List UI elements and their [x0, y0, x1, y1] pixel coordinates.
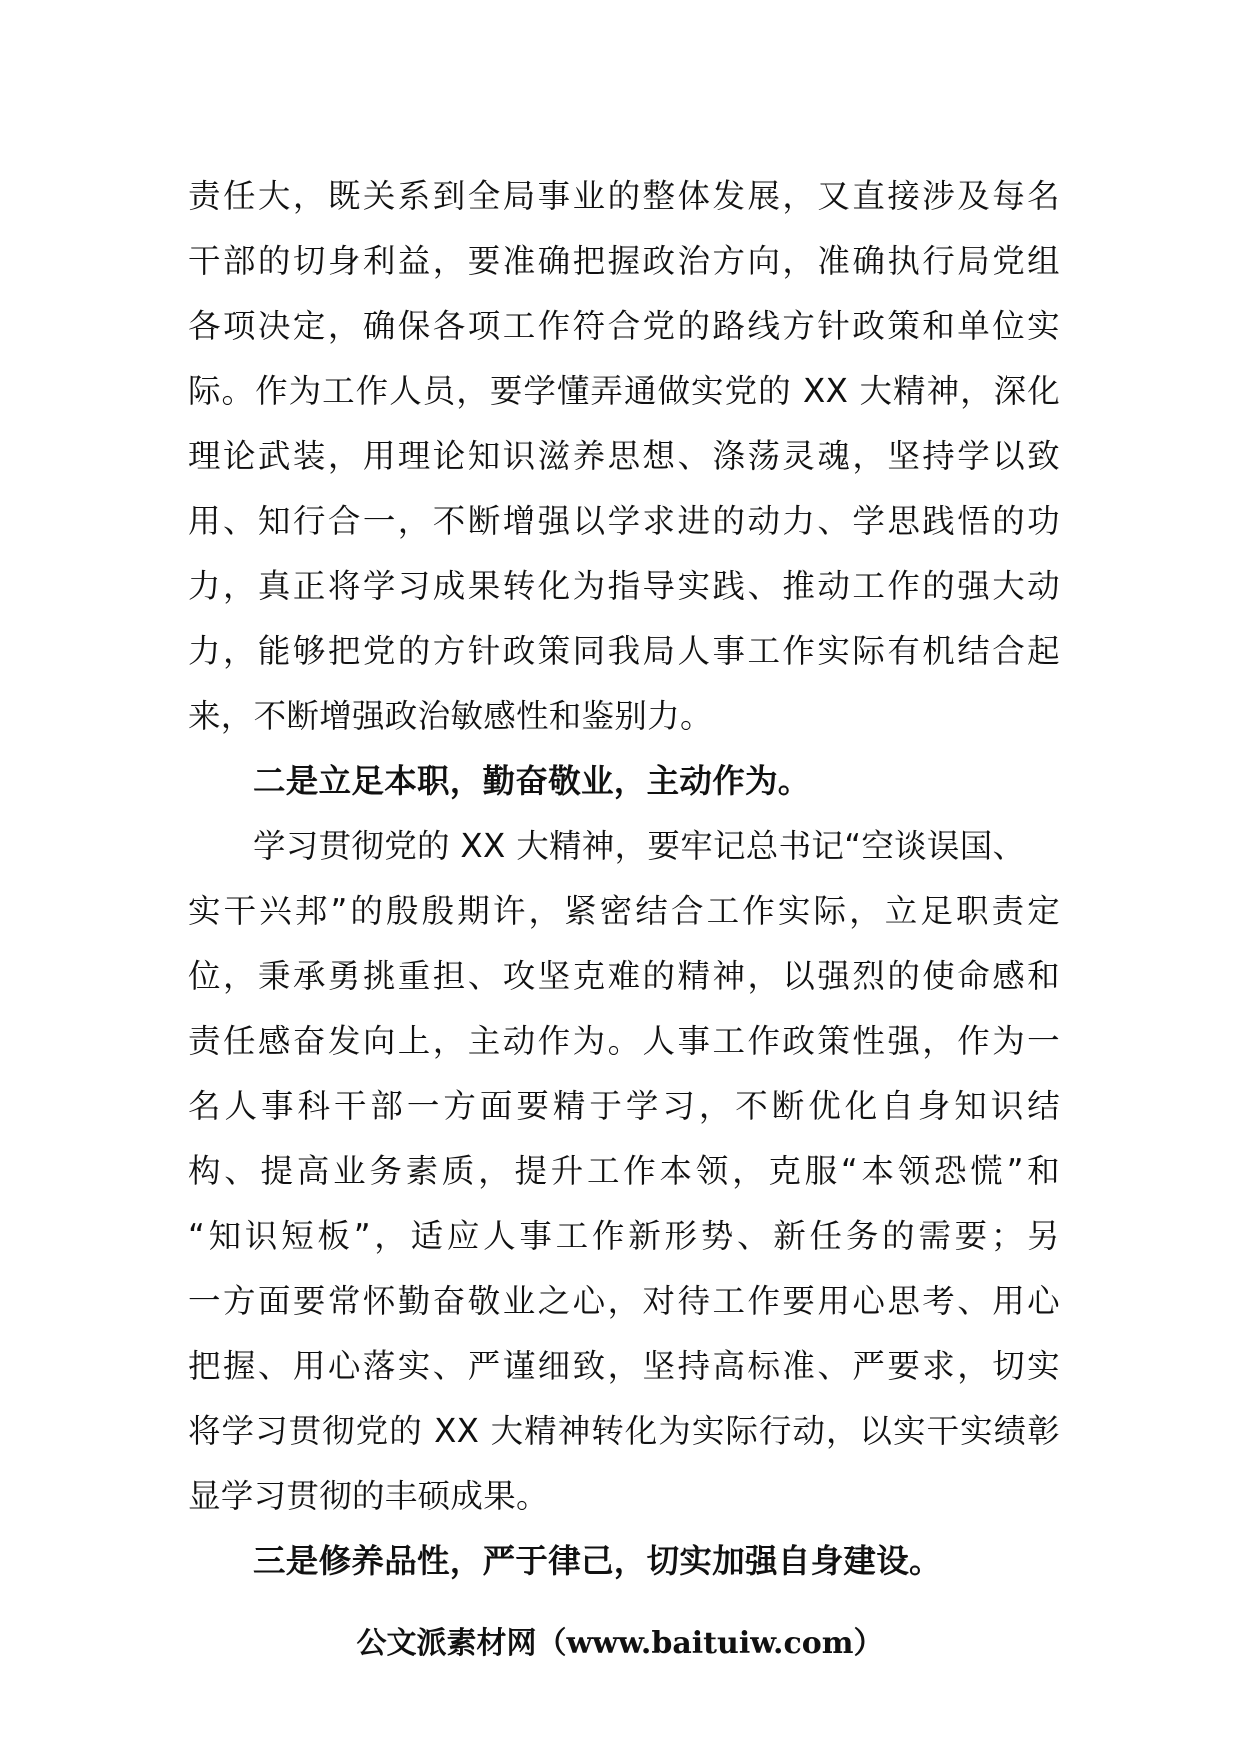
paragraph-line: 责任感奋发向上，主动作为。人事工作政策性强，作为一: [188, 1022, 1060, 1060]
paragraph-line: 力，能够把党的方针政策同我局人事工作实际有机结合起: [188, 632, 1060, 670]
document-body: [188, 164, 1060, 1594]
paragraph-line: 实干兴邦”的殷殷期许，紧密结合工作实际，立足职责定: [188, 892, 1060, 930]
paragraph-line: 构、提高业务素质，提升工作本领，克服“本领恐慌”和: [188, 1152, 1060, 1190]
paragraph-line: 学习贯彻党的 XX 大精神，要牢记总书记“空谈误国、: [253, 827, 1026, 865]
paragraph-line: 责任大，既关系到全局事业的整体发展，又直接涉及每名: [188, 177, 1060, 215]
paragraph-line: 将学习贯彻党的 XX 大精神转化为实际行动，以实干实绩彰: [188, 1412, 1060, 1450]
paragraph-line: 名人事科干部一方面要精于学习，不断优化自身知识结: [188, 1087, 1060, 1125]
paragraph-line: 干部的切身利益，要准确把握政治方向，准确执行局党组: [188, 242, 1060, 280]
paragraph-line: 理论武装，用理论知识滋养思想、涤荡灵魂，坚持学以致: [188, 437, 1060, 475]
paragraph-line: 位，秉承勇挑重担、攻坚克难的精神，以强烈的使命感和: [188, 957, 1060, 995]
paragraph-line: 用、知行合一，不断增强以学求进的动力、学思践悟的功: [188, 502, 1060, 540]
paragraph-line: 显学习贯彻的丰硕成果。: [188, 1477, 549, 1515]
paragraph-line: 把握、用心落实、严谨细致，坚持高标准、严要求，切实: [188, 1347, 1060, 1385]
paragraph-line: 力，真正将学习成果转化为指导实践、推动工作的强大动: [188, 567, 1060, 605]
paragraph-line: 际。作为工作人员，要学懂弄通做实党的 XX 大精神，深化: [188, 372, 1060, 410]
section-heading: 三是修养品性，严于律己，切实加强自身建设。: [253, 1542, 942, 1580]
paragraph-line: 各项决定，确保各项工作符合党的路线方针政策和单位实: [188, 307, 1060, 345]
footer-watermark: 公文派素材网（www.baituiw.com）: [356, 1626, 884, 1661]
paragraph-line: “知识短板”，适应人事工作新形势、新任务的需要；另: [188, 1217, 1060, 1255]
paragraph-line: 来，不断增强政治敏感性和鉴别力。: [188, 697, 713, 735]
section-heading: 二是立足本职，勤奋敬业，主动作为。: [253, 762, 811, 800]
paragraph-line: 一方面要常怀勤奋敬业之心，对待工作要用心思考、用心: [188, 1282, 1060, 1320]
